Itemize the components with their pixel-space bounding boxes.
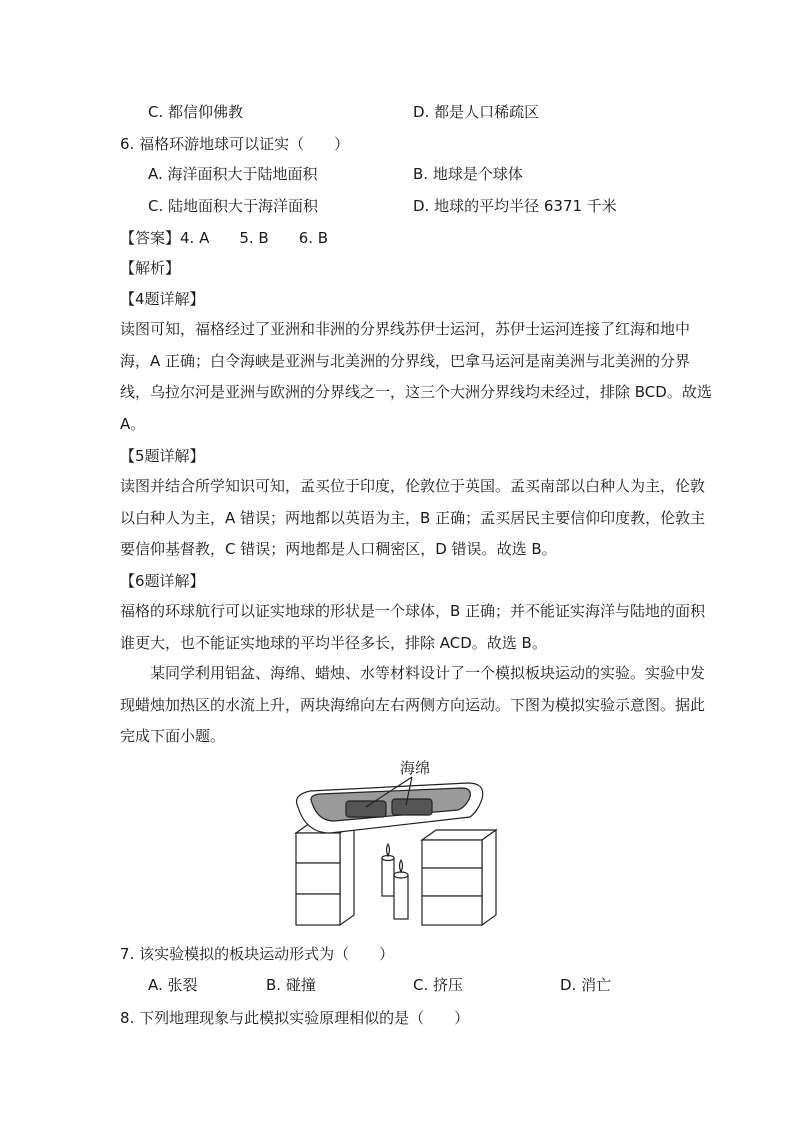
- sponge-label: 海绵: [400, 759, 431, 777]
- left-block-1: [296, 833, 340, 863]
- q6-stem: 6. 福格环游地球可以证实（ ）: [120, 135, 350, 153]
- q4-line: 线，乌拉尔河是亚洲与欧洲的分界线之一，这三个大洲分界线均未经过，排除 BCD。故选: [120, 383, 712, 401]
- right-block-1: [422, 840, 482, 868]
- experiment-figure: [290, 755, 500, 930]
- q4-line: A。: [120, 414, 146, 433]
- q7-option-c: C. 挤压: [413, 976, 464, 994]
- left-block-side: [340, 823, 354, 925]
- flame-back: [387, 844, 390, 856]
- intro-line: 现蜡烛加热区的水流上升，两块海绵向左右两侧方向运动。下图为模拟实验示意图。据此: [120, 695, 706, 714]
- q6-detail-text: [120, 596, 706, 659]
- q5-option-c: C. 都信仰佛教: [148, 103, 244, 121]
- flame-front: [400, 860, 403, 872]
- q7-option-d: D. 消亡: [560, 976, 612, 994]
- q4-detail-title: 【4题详解】: [120, 290, 205, 308]
- q6-option-a: A. 海洋面积大于陆地面积: [148, 165, 318, 183]
- analysis-title: 【解析】: [120, 259, 181, 277]
- q6-option-d: D. 地球的平均半径 6371 千米: [413, 197, 617, 215]
- right-block-2: [422, 868, 482, 896]
- q4-line: 读图可知，福格经过了亚洲和非洲的分界线苏伊士运河，苏伊士运河连接了红海和地中: [120, 320, 691, 338]
- q6-line: 福格的环球航行可以证实地球的形状是一个球体，B 正确；并不能证实海洋与陆地的面积: [120, 602, 706, 620]
- q5-line: 要信仰基督教，C 错误；两地都是人口稠密区，D 错误。故选 B。: [120, 540, 557, 558]
- candle-back: [382, 858, 394, 896]
- q6-detail-title: 【6题详解】: [120, 572, 205, 590]
- q6-option-b: B. 地球是个球体: [413, 165, 523, 183]
- experiment-diagram: [290, 755, 500, 930]
- right-block-side: [482, 830, 496, 925]
- q5-line: 读图并结合所学知识可知，孟买位于印度，伦敦位于英国。孟买南部以白种人为主，伦敦: [120, 477, 706, 495]
- q5-detail-text: [120, 471, 706, 566]
- left-block-2: [296, 863, 340, 894]
- intro-line: 完成下面小题。: [120, 727, 226, 745]
- intro-line: 某同学利用铝盆、海绵、蜡烛、水等材料设计了一个模拟板块运动的实验。实验中发: [120, 664, 706, 682]
- left-block-3: [296, 894, 340, 925]
- q5-line: 以白种人为主，A 错误；两地都以英语为主，B 正确；孟买居民主要信仰印度教，伦敦主: [120, 508, 706, 527]
- q7-option-a: A. 张裂: [148, 976, 198, 994]
- right-block-3: [422, 896, 482, 925]
- q5-option-d: D. 都是人口稀疏区: [413, 103, 540, 121]
- sponge-right: [392, 799, 432, 815]
- q4-detail-text: [120, 314, 712, 440]
- answer-line: 【答案】4. A 5. B 6. B: [120, 229, 329, 247]
- q8-stem: 8. 下列地理现象与此模拟实验原理相似的是（ ）: [120, 1009, 470, 1027]
- q4-line: 海，A 正确；白令海峡是亚洲与北美洲的分界线，巴拿马运河是南美洲与北美洲的分界: [120, 351, 691, 370]
- q7-stem: 7. 该实验模拟的板块运动形式为（ ）: [120, 945, 395, 963]
- candle-front: [394, 875, 408, 919]
- q6-line: 谁更大，也不能证实地球的平均半径多长，排除 ACD。故选 B。: [120, 633, 547, 652]
- q7-option-b: B. 碰撞: [266, 976, 316, 994]
- intro-text: [120, 658, 706, 753]
- q6-option-c: C. 陆地面积大于海洋面积: [148, 197, 319, 215]
- q5-detail-title: 【5题详解】: [120, 447, 205, 465]
- sponge-left: [346, 801, 386, 817]
